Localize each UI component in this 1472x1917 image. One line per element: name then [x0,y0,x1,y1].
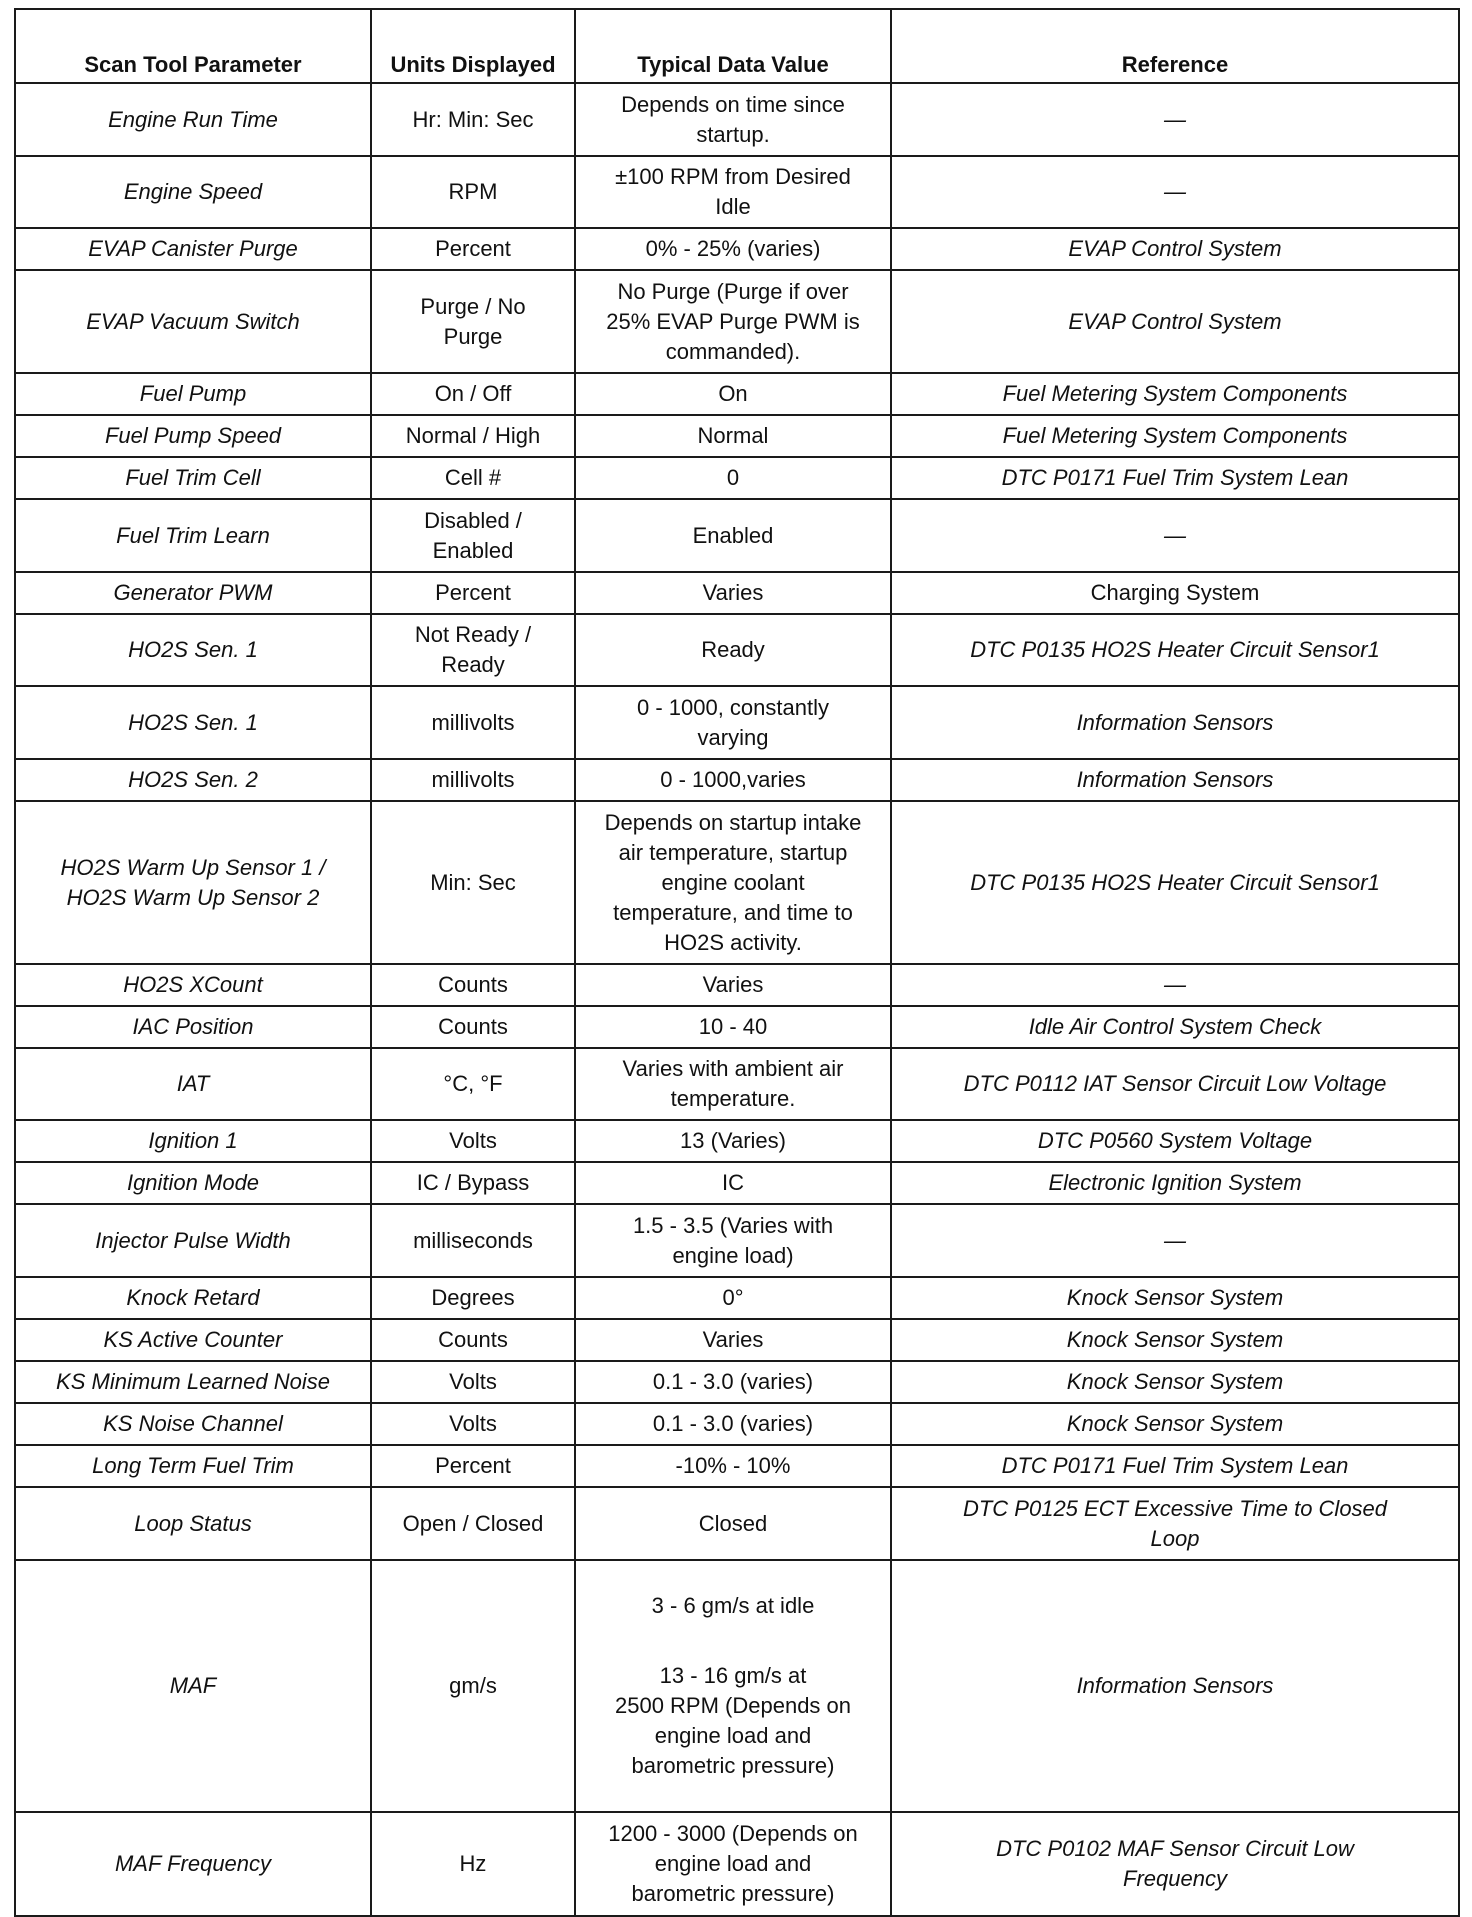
typical-value-cell: Depends on time since startup. [575,83,891,156]
typical-value-cell: Ready [575,614,891,686]
reference-cell: DTC P0560 System Voltage [891,1120,1459,1162]
reference-cell: DTC P0135 HO2S Heater Circuit Sensor1 [891,801,1459,964]
units-cell: gm/s [371,1560,575,1812]
parameter-cell: Generator PWM [15,572,371,614]
table-row [15,373,1459,415]
table-row [15,415,1459,457]
parameter-cell: Ignition Mode [15,1162,371,1204]
scan-tool-data-table [14,8,1460,1917]
reference-cell: Knock Sensor System [891,1319,1459,1361]
parameter-cell: HO2S Sen. 1 [15,614,371,686]
units-cell: millivolts [371,759,575,801]
units-cell: Counts [371,1006,575,1048]
units-cell: °C, °F [371,1048,575,1120]
reference-cell: DTC P0102 MAF Sensor Circuit Low Frequency [891,1812,1459,1916]
header-scan-tool-parameter: Scan Tool Parameter [15,9,371,83]
typical-value-cell: 0% - 25% (varies) [575,228,891,270]
units-cell: Hr: Min: Sec [371,83,575,156]
reference-cell: Knock Sensor System [891,1403,1459,1445]
parameter-cell: HO2S Warm Up Sensor 1 / HO2S Warm Up Sensor 2 [15,801,371,964]
units-cell: Cell # [371,457,575,499]
reference-cell: DTC P0171 Fuel Trim System Lean [891,457,1459,499]
units-cell: Hz [371,1812,575,1916]
units-cell: Volts [371,1403,575,1445]
typical-value-line: 13 - 16 gm/s at 2500 RPM (Depends on engine load and barometric pressure) [614,1663,852,1778]
reference-cell: EVAP Control System [891,228,1459,270]
reference-cell: DTC P0135 HO2S Heater Circuit Sensor1 [891,614,1459,686]
reference-cell: DTC P0125 ECT Excessive Time to Closed Loop [891,1487,1459,1560]
units-cell: Counts [371,964,575,1006]
reference-cell: Fuel Metering System Components [891,415,1459,457]
parameter-cell: IAC Position [15,1006,371,1048]
typical-value-cell: Closed [575,1487,891,1560]
table-row [15,1277,1459,1319]
parameter-cell: Engine Speed [15,156,371,228]
typical-value-cell: Varies with ambient air temperature. [575,1048,891,1120]
units-cell: RPM [371,156,575,228]
table-row [15,270,1459,373]
typical-value-cell: 0 - 1000, constantly varying [575,686,891,759]
parameter-cell: Fuel Pump [15,373,371,415]
parameter-cell: IAT [15,1048,371,1120]
table-row [15,1162,1459,1204]
header-reference: Reference [891,9,1459,83]
parameter-cell: Engine Run Time [15,83,371,156]
table-row [15,572,1459,614]
table-row [15,1403,1459,1445]
table-row [15,1006,1459,1048]
units-cell: Counts [371,1319,575,1361]
typical-value-cell: Varies [575,1319,891,1361]
parameter-cell: KS Minimum Learned Noise [15,1361,371,1403]
parameter-cell: Knock Retard [15,1277,371,1319]
units-cell: Percent [371,228,575,270]
reference-cell: — [891,964,1459,1006]
parameter-cell: Long Term Fuel Trim [15,1445,371,1487]
table-row [15,1445,1459,1487]
typical-value-cell: 0.1 - 3.0 (varies) [575,1403,891,1445]
units-cell: Volts [371,1120,575,1162]
reference-cell: — [891,499,1459,572]
table-row [15,1812,1459,1916]
parameter-cell: Ignition 1 [15,1120,371,1162]
reference-cell: DTC P0171 Fuel Trim System Lean [891,1445,1459,1487]
parameter-cell: MAF Frequency [15,1812,371,1916]
reference-cell: Information Sensors [891,1560,1459,1812]
header-units-displayed: Units Displayed [371,9,575,83]
table-row [15,759,1459,801]
table-row [15,964,1459,1006]
units-cell: Volts [371,1361,575,1403]
typical-value-cell: 1.5 - 3.5 (Varies with engine load) [575,1204,891,1277]
reference-cell: Electronic Ignition System [891,1162,1459,1204]
table-row [15,1560,1459,1812]
reference-cell: — [891,83,1459,156]
table-row [15,1361,1459,1403]
units-cell: Disabled / Enabled [371,499,575,572]
parameter-cell: EVAP Canister Purge [15,228,371,270]
units-cell: Not Ready / Ready [371,614,575,686]
table-row [15,614,1459,686]
reference-cell: Idle Air Control System Check [891,1006,1459,1048]
table-row [15,686,1459,759]
typical-value-cell: Varies [575,964,891,1006]
typical-value-cell: 0 - 1000,varies [575,759,891,801]
units-cell: Purge / No Purge [371,270,575,373]
reference-cell: Knock Sensor System [891,1277,1459,1319]
parameter-cell: HO2S XCount [15,964,371,1006]
typical-value-cell: 0.1 - 3.0 (varies) [575,1361,891,1403]
reference-cell: Charging System [891,572,1459,614]
parameter-cell: Injector Pulse Width [15,1204,371,1277]
parameter-cell: KS Active Counter [15,1319,371,1361]
parameter-cell: HO2S Sen. 1 [15,686,371,759]
table-row [15,1319,1459,1361]
table-row [15,1048,1459,1120]
units-cell: Degrees [371,1277,575,1319]
reference-cell: Fuel Metering System Components [891,373,1459,415]
units-cell: On / Off [371,373,575,415]
units-cell: IC / Bypass [371,1162,575,1204]
typical-value-cell: Enabled [575,499,891,572]
parameter-cell: EVAP Vacuum Switch [15,270,371,373]
typical-value-cell: Varies [575,572,891,614]
table-row [15,1120,1459,1162]
units-cell: millivolts [371,686,575,759]
table-row [15,457,1459,499]
reference-cell: — [891,1204,1459,1277]
typical-value-cell: On [575,373,891,415]
units-cell: milliseconds [371,1204,575,1277]
parameter-cell: Fuel Pump Speed [15,415,371,457]
units-cell: Percent [371,572,575,614]
parameter-cell: HO2S Sen. 2 [15,759,371,801]
table-row [15,1204,1459,1277]
parameter-cell: Fuel Trim Learn [15,499,371,572]
typical-value-cell: ±100 RPM from Desired Idle [575,156,891,228]
table-row [15,1487,1459,1560]
table-row [15,499,1459,572]
reference-cell: DTC P0112 IAT Sensor Circuit Low Voltage [891,1048,1459,1120]
typical-value-cell [575,1560,891,1812]
typical-value-cell: 0 [575,457,891,499]
parameter-cell: Loop Status [15,1487,371,1560]
typical-value-cell: 1200 - 3000 (Depends on engine load and barometric pressure) [575,1812,891,1916]
table-row [15,83,1459,156]
table-row [15,228,1459,270]
header-row [15,9,1459,83]
table-row [15,801,1459,964]
reference-cell: EVAP Control System [891,270,1459,373]
parameter-cell: MAF [15,1560,371,1812]
typical-value-cell: No Purge (Purge if over 25% EVAP Purge PWM is commanded). [575,270,891,373]
typical-value-cell: Depends on startup intake air temperature, startup engine coolant temperature, and time to HO2S activity. [575,801,891,964]
reference-cell: Knock Sensor System [891,1361,1459,1403]
typical-value-line: 3 - 6 gm/s at idle [651,1593,815,1618]
typical-value-cell: Normal [575,415,891,457]
parameter-cell: Fuel Trim Cell [15,457,371,499]
units-cell: Open / Closed [371,1487,575,1560]
reference-cell: Information Sensors [891,759,1459,801]
units-cell: Min: Sec [371,801,575,964]
typical-value-cell: 10 - 40 [575,1006,891,1048]
typical-value-cell: 0° [575,1277,891,1319]
parameter-cell: KS Noise Channel [15,1403,371,1445]
units-cell: Normal / High [371,415,575,457]
units-cell: Percent [371,1445,575,1487]
header-typical-data-value: Typical Data Value [575,9,891,83]
typical-value-cell: IC [575,1162,891,1204]
typical-value-cell: 13 (Varies) [575,1120,891,1162]
typical-value-cell: -10% - 10% [575,1445,891,1487]
table-row [15,156,1459,228]
reference-cell: Information Sensors [891,686,1459,759]
reference-cell: — [891,156,1459,228]
